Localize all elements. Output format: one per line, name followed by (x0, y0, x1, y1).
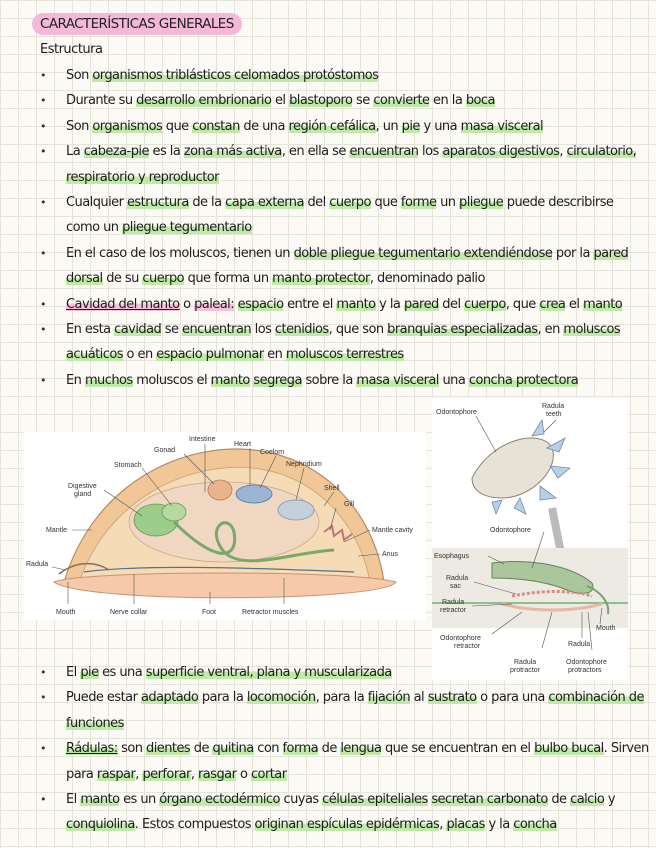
highlighted-text: convierte (373, 93, 430, 109)
bullet-text: . Sirven para (66, 741, 649, 782)
highlighted-text: superficie ventral, plana y muscularizada (145, 665, 392, 680)
highlighted-text: organismos triblásticos celomados protóstomos (92, 68, 379, 83)
bullet-item (40, 88, 650, 113)
bullet-text: de su (102, 271, 143, 287)
highlighted-text: originan espículas epidérmicas (254, 817, 440, 833)
highlighted-text: cabeza-pie (83, 144, 149, 160)
bullet-text: cuyas (279, 792, 323, 808)
highlighted-text: forme (400, 195, 437, 211)
bullet-text: o para una (476, 690, 549, 706)
highlighted-text: cuerpo (329, 195, 371, 211)
highlighted-text: paleal: (194, 296, 235, 312)
bullet-item (40, 660, 650, 685)
bullet-text: Puede estar (66, 690, 141, 706)
highlighted-text: placas (446, 817, 485, 833)
bullet-text: que se encuentran en el (381, 741, 535, 757)
highlighted-text: lengua (340, 741, 382, 757)
bullet-text: moluscos el (132, 372, 211, 388)
label-nerve-collar: Nerve collar (110, 609, 148, 616)
radula-figure (432, 398, 628, 680)
bullet-text: del (303, 195, 330, 211)
mollusc-anatomy-figure (24, 432, 426, 620)
bullet-text: La (66, 144, 84, 160)
label-radula: Radula (26, 561, 49, 568)
label-radula-protractor-2: protractor (510, 667, 540, 674)
highlighted-text: rasgar (198, 766, 237, 782)
radula-diagram (432, 398, 628, 680)
bullet-text: el (271, 93, 290, 109)
highlighted-text: región cefálica (288, 118, 376, 134)
highlighted-text: Rádulas: (66, 741, 118, 757)
highlighted-text: boca (465, 93, 495, 109)
label-mouth-radula: Mouth (596, 625, 616, 632)
bullet-text: que forma un (184, 271, 273, 287)
highlighted-text: bulbo bucal (534, 741, 604, 757)
bullet-text: en (263, 347, 286, 363)
highlighted-text: raspar (96, 766, 136, 782)
bullet-text: y (604, 792, 615, 808)
highlighted-text: constan (192, 118, 240, 134)
bullet-item (40, 241, 650, 292)
highlighted-text: cuerpo (464, 296, 506, 312)
highlighted-text: masa visceral (460, 118, 544, 134)
label-odontophore-retractor-2: retractor (454, 643, 481, 650)
highlighted-text: pared (403, 296, 439, 312)
highlighted-text: cortar (250, 766, 287, 782)
label-odontophore-protractors: Odontophore (566, 659, 607, 666)
label-shell: Shell (324, 485, 340, 492)
highlighted-text: células epiteliales (322, 792, 428, 808)
highlighted-text: moluscos terrestres (285, 347, 404, 363)
highlighted-text: conquiolina (66, 817, 135, 833)
bullet-text: de (547, 792, 571, 808)
highlighted-text: encuentran (349, 144, 419, 160)
highlighted-text: sustrato (427, 690, 477, 706)
label-intestine: Intestine (189, 436, 216, 443)
highlighted-text: circulatorio, respiratorio y reproductor (66, 144, 637, 185)
bullet-text: , (135, 766, 143, 782)
label-stomach: Stomach (114, 462, 142, 469)
bullet-item (40, 63, 650, 88)
bullet-text: se (352, 93, 374, 109)
label-retractor-muscles: Retractor muscles (242, 609, 299, 616)
bullet-text: , (559, 144, 567, 160)
bullet-text: entre el (283, 296, 337, 312)
label-radula-teeth: Radula (542, 403, 565, 410)
bullet-text: Son (66, 68, 93, 83)
bullet-item (40, 317, 650, 368)
bullet-item (40, 139, 650, 190)
label-anus: Anus (382, 551, 398, 558)
highlighted-text: concha protectora (468, 372, 579, 388)
bullet-text: que (370, 195, 401, 211)
highlighted-text: secretan carbonato (431, 792, 548, 808)
bullet-text: son (117, 741, 147, 757)
bullet-text: se (161, 322, 183, 338)
label-radula-protractor: Radula (514, 659, 537, 666)
highlighted-text: estructura (126, 195, 189, 211)
label-heart: Heart (234, 441, 252, 448)
bullet-text: en la (429, 93, 466, 109)
bullet-list-bottom (40, 660, 650, 838)
highlighted-text: pared dorsal (66, 245, 629, 287)
highlighted-text: concha (513, 817, 557, 833)
bullet-text: un (436, 195, 460, 211)
bullet-text: Son (66, 118, 93, 134)
highlighted-text: perforar (142, 766, 191, 782)
bullet-text: para la (198, 690, 247, 706)
bullet-text: por la (552, 245, 594, 261)
label-odontophore-retractor: Odontophore (440, 635, 481, 642)
section-subtitle: Estructura (40, 42, 103, 57)
bullet-text: , en (537, 322, 564, 338)
highlighted-text: manto (583, 296, 623, 312)
bullet-text: puede describirse como un (66, 195, 614, 236)
highlighted-text: Cavidad del manto (66, 296, 180, 312)
highlighted-text: muchos (84, 372, 133, 388)
bullet-text: , un (375, 118, 402, 134)
bullet-text: de (190, 741, 213, 757)
bullet-text: En esta (66, 322, 115, 338)
highlighted-text: quitina (212, 741, 254, 757)
bullet-text: El (66, 792, 81, 808)
highlighted-text: capa externa (225, 195, 304, 211)
highlighted-text: dientes (146, 741, 191, 757)
label-radula-small: Radula (568, 641, 591, 648)
label-radula-retractor: Radula (442, 599, 465, 606)
page-title: CARACTERÍSTICAS GENERALES (32, 13, 242, 35)
bullet-text: de (318, 741, 341, 757)
highlighted-text: cuerpo (142, 271, 185, 287)
bullet-text: , (439, 817, 447, 833)
label-odontophore-mid: Odontophore (490, 527, 531, 534)
highlighted-text: pie (80, 665, 99, 680)
highlighted-text: espacio pulmonar (156, 347, 264, 363)
bullet-list-top (40, 63, 650, 393)
label-gill: Gill (344, 501, 355, 508)
bullet-text: los (418, 144, 443, 160)
label-foot: Foot (202, 609, 217, 616)
highlighted-text: manto protector (272, 271, 370, 287)
bullet-text: En (66, 372, 85, 388)
bullet-text: y una (419, 118, 461, 134)
bullet-text: o (179, 296, 195, 312)
label-odontophore-protractors-2: protractors (568, 667, 602, 674)
bullet-item (40, 292, 650, 317)
mollusc-anatomy-diagram (24, 432, 426, 620)
bullet-text: , para la (315, 690, 368, 706)
highlighted-text: locomoción (246, 690, 316, 706)
bullet-item (40, 368, 650, 393)
highlighted-text: combinación de funciones (66, 690, 644, 731)
label-radula-sac: Radula (446, 575, 469, 582)
bullet-text: , en ella se (281, 144, 350, 160)
bullet-text: , denominado palio (369, 271, 485, 287)
bullet-text: el (565, 296, 584, 312)
label-radula-sac-2: sac (450, 583, 461, 590)
label-mantle: Mantle (46, 527, 68, 534)
bullet-text: El (66, 665, 81, 680)
highlighted-text: pliegue (459, 195, 504, 211)
bullet-text: de una (239, 118, 289, 134)
bullet-text: los (251, 322, 275, 338)
bullet-text: . Estos compuestos (134, 817, 255, 833)
bullet-text: , (190, 766, 199, 782)
label-coelom: Coelom (260, 449, 285, 456)
bullet-text: o en (122, 347, 157, 363)
highlighted-text: segrega (253, 372, 302, 388)
highlighted-text: pie (401, 118, 420, 134)
bullet-item (40, 736, 650, 787)
bullet-text: es un (119, 792, 160, 808)
bullet-text: al (410, 690, 428, 706)
highlighted-text: crea (539, 296, 566, 312)
highlighted-text: órgano ectodérmico (159, 792, 280, 808)
highlighted-text: aparatos digestivos (442, 144, 560, 160)
highlighted-text: masa visceral (356, 372, 439, 388)
bullet-text: es una (98, 665, 146, 680)
highlighted-text: manto (210, 372, 250, 388)
highlighted-text: encuentran (182, 322, 252, 338)
bullet-text: una (438, 372, 469, 388)
bullet-item (40, 685, 650, 736)
bullet-text: de la (188, 195, 226, 211)
label-esophagus: Esophagus (434, 553, 470, 560)
highlighted-text: espacio (237, 296, 284, 312)
label-radula-retractor-2: retractor (440, 607, 467, 614)
bullet-text: del (438, 296, 465, 312)
bullet-item (40, 190, 650, 241)
highlighted-text: fijación (367, 690, 411, 706)
bullet-text: con (253, 741, 283, 757)
label-mantle-cavity: Mantle cavity (372, 527, 413, 534)
highlighted-text: doble pliegue tegumentario extendiéndose (293, 245, 553, 261)
bullet-text: , que son (328, 322, 388, 338)
highlighted-text: branquias especializadas (387, 322, 538, 338)
highlighted-text: manto (80, 792, 120, 808)
label-digestive-gland-2: gland (74, 491, 92, 498)
highlighted-text: zona más activa (183, 144, 282, 160)
label-odontophore-top: Odontophore (436, 409, 477, 416)
bullet-text: es la (148, 144, 184, 160)
label-mouth: Mouth (56, 609, 76, 616)
highlighted-text: desarrollo embrionario (136, 93, 272, 109)
label-radula-teeth-2: teeth (546, 411, 562, 418)
highlighted-text: blastoporo (289, 93, 353, 109)
highlighted-text: cavidad (114, 322, 162, 338)
label-nephridium: Nephridium (286, 461, 322, 468)
highlighted-text: moluscos acuáticos (66, 322, 621, 363)
bullet-text: , que (505, 296, 540, 312)
bullet-text: que (162, 118, 193, 134)
bullet-text: o (236, 766, 251, 782)
bullet-text: y la (484, 817, 514, 833)
bullet-text: Cualquier (66, 195, 127, 211)
highlighted-text: calcio (570, 792, 605, 808)
label-gonad: Gonad (154, 447, 176, 454)
highlighted-text: forma (282, 741, 319, 757)
bullet-text: y la (375, 296, 404, 312)
highlighted-text: manto (336, 296, 376, 312)
bullet-text: En el caso de los moluscos, tienen un (66, 245, 294, 261)
label-digestive-gland: Digestive (68, 483, 97, 490)
bullet-item (40, 787, 650, 838)
highlighted-text: ctenidios (274, 322, 329, 338)
bullet-text: Durante su (66, 93, 137, 109)
highlighted-text: organismos (92, 118, 163, 134)
bullet-text: sobre la (301, 372, 357, 388)
bullet-item (40, 114, 650, 139)
highlighted-text: adaptado (140, 690, 199, 706)
highlighted-text: pliegue tegumentario (122, 220, 252, 236)
